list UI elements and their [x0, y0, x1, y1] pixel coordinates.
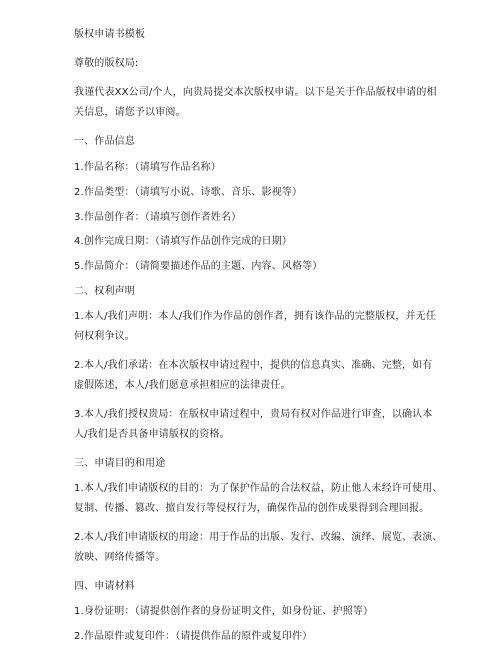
- intro-line-2: 关信息，请您予以审阅。: [74, 107, 186, 118]
- purpose-item-1-line-2: 复制、传播、篡改、擅自发行等侵权行为，确保作品的创作成果得到合理回报。: [74, 503, 430, 514]
- completion-date-item: 4.创作完成日期：（请填写作品创作完成的日期）: [74, 236, 292, 247]
- work-copy-item: 2.作品原件或复印件：（请提供作品的原件或复印件）: [74, 631, 313, 642]
- rights-item-1-line-2: 何权利争议。: [74, 331, 135, 342]
- work-type-item: 2.作品类型：（请填写小说、诗歌、音乐、影视等）: [74, 187, 303, 198]
- work-creator-item: 3.作品创作者：（请填写创作者姓名）: [74, 212, 242, 223]
- section-heading-materials: 四、申请材料: [74, 581, 135, 592]
- section-heading-purpose: 三、申请目的和用途: [74, 458, 166, 469]
- purpose-item-2-line-1: 2.本人/我们申请版权的用途：用于作品的出版、发行、改编、演绎、展览、表演、: [74, 532, 443, 543]
- document-title: 版权申请书模板: [74, 29, 146, 40]
- work-summary-item: 5.作品简介：（请简要描述作品的主题、内容、风格等）: [74, 261, 323, 272]
- rights-item-2-line-2: 虚假陈述，本人/我们愿意承担相应的法律责任。: [74, 380, 291, 391]
- purpose-item-2-line-2: 放映、网络传播等。: [74, 552, 166, 563]
- salutation: 尊敬的版权局:: [74, 58, 139, 69]
- purpose-item-1-line-1: 1.本人/我们申请版权的目的：为了保护作品的合法权益，防止他人未经许可使用、: [74, 483, 443, 494]
- rights-item-3-line-1: 3.本人/我们授权贵局：在版权申请过程中，贵局有权对作品进行审查，以确认本: [74, 409, 433, 420]
- rights-item-2-line-1: 2.本人/我们承诺：在本次版权申请过程中，提供的信息真实、准确、完整，如有: [74, 360, 433, 371]
- section-heading-rights: 二、权利声明: [74, 286, 135, 297]
- section-heading-work-info: 一、作品信息: [74, 136, 135, 147]
- work-name-item: 1.作品名称：（请填写作品名称）: [74, 162, 221, 173]
- rights-item-1-line-1: 1.本人/我们声明：本人/我们作为作品的创作者，拥有该作品的完整版权，并无任: [74, 311, 436, 322]
- intro-line-1: 我谨代表XX公司/个人，向贵局提交本次版权申请。以下是关于作品版权申请的相: [74, 87, 437, 98]
- rights-item-3-line-2: 人/我们是否具备申请版权的资格。: [74, 429, 230, 440]
- identity-proof-item: 1.身份证明：（请提供创作者的身份证明文件，如身份证、护照等）: [74, 606, 374, 617]
